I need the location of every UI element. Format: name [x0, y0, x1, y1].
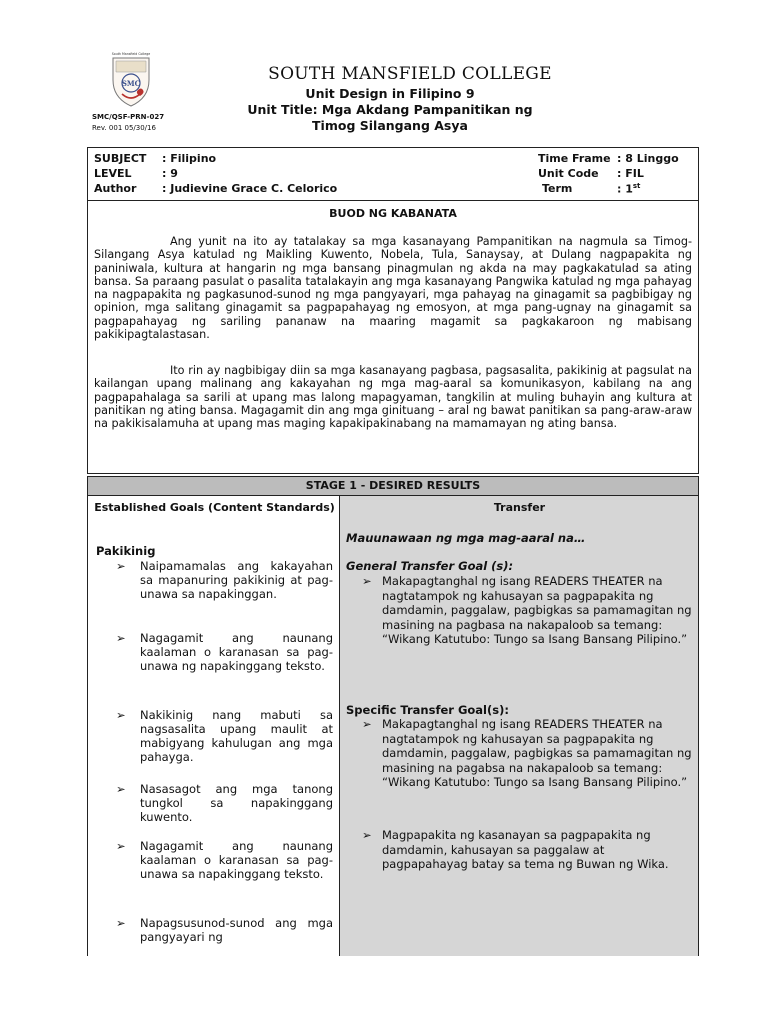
unitcode-label: Unit Code: [538, 167, 599, 180]
revision-date: Rev. 001 05/30/16: [92, 124, 156, 132]
arrow-bullet-icon: ➢: [116, 631, 126, 645]
timeframe-value: : 8 Linggo: [617, 152, 679, 165]
goal-item: ➢ Naipamamalas ang kakayahan sa mapanuring pakikinig at pag-unawa sa napakinggan.: [116, 559, 333, 601]
stage-1-title: STAGE 1 - DESIRED RESULTS: [87, 476, 699, 496]
arrow-bullet-icon: ➢: [362, 828, 372, 842]
unit-title-line1: Unit Title: Mga Akdang Pampanitikan ng: [247, 102, 533, 117]
subject-value: : Filipino: [162, 152, 217, 165]
transfer-heading: Transfer: [493, 501, 546, 514]
pakikinig-label: Pakikinig: [96, 544, 156, 558]
arrow-bullet-icon: ➢: [362, 574, 372, 588]
transfer-intro: Mauunawaan ng mga mag-aaral na…: [346, 531, 586, 545]
summary-paragraph-1: Ang yunit na ito ay tatalakay sa mga kasanayang Pampanitikan na nagmula sa Timog-Silangang Asya katulad ng Maikling Kuwento, Nobela, Tula, Sanaysay, at Dulang nagpapakita ng paniniwala, kultura at hangarin ng mga bansang pinagmulan ng akda na may pagkakatulad sa ating bansa. Sa paraang pasulat o pasalita tatalakayin ang mga kasanayang Pangwika katulad ng mga pahayag na nagpapakita ng pagkasunod-sunod ng mga pangyayari, mga pahayag na ginagamit sa pagbibigay ng opinion, mga salitang ginagamit sa pagpapahayag ng emosyon, at mga pang-ugnay na ginagamit sa pagpapahayag ng sariling pananaw na maaring magamit sa pagkakaroon ng mabisang pakikipagtalastasan.: [94, 235, 692, 342]
unitcode-value: : FIL: [617, 167, 644, 180]
arrow-bullet-icon: ➢: [116, 916, 126, 930]
logo-caption: South Mansfield College: [111, 52, 151, 56]
specific-transfer-label: Specific Transfer Goal(s):: [346, 703, 509, 717]
arrow-bullet-icon: ➢: [116, 708, 126, 722]
goal-item: ➢ Napagsusunod-sunod ang mga pangyayari ng: [116, 916, 333, 944]
general-transfer-goal: ➢ Makapagtanghal ng isang READERS THEATER na nagtatampok ng kahusayan sa pagpapakita ng damdamin, paggalaw, pagbigkas sa pamamagitan ng masining na pagbasa na nakapaloob sa temang: “Wikang Katutubo: Tungo sa Isang Bansang Pilipino.”: [362, 574, 692, 646]
arrow-bullet-icon: ➢: [116, 839, 126, 853]
form-code: SMC/QSF-PRN-027: [92, 113, 165, 121]
unit-title-line2: Timog Silangang Asya: [312, 118, 468, 133]
subject-label: SUBJECT: [94, 152, 147, 165]
logo-initials: SMC: [121, 79, 141, 88]
arrow-bullet-icon: ➢: [362, 717, 372, 731]
general-transfer-label: General Transfer Goal (s):: [346, 559, 514, 573]
arrow-bullet-icon: ➢: [116, 559, 126, 573]
specific-transfer-goal: ➢ Magpapakita ng kasanayan sa pagpapakita ng damdamin, kahusayan sa paggalaw at pagpapahayag batay sa tema ng Buwan ng Wika.: [362, 828, 669, 871]
goal-item: ➢ Nakikinig nang mabuti sa nagsasalita upang maulit at mabigyang kahulugan ang mga pahayga.: [116, 708, 333, 764]
established-goals-heading: Established Goals (Content Standards): [94, 501, 335, 514]
goal-item: ➢ Nasasagot ang mga tanong tungkol sa napakinggang kuwento.: [116, 782, 333, 824]
author-label: Author: [94, 182, 137, 195]
goal-item: ➢ Nagagamit ang naunang kaalaman o karanasan sa pag-unawa ng napakinggang teksto.: [116, 631, 333, 673]
info-table: [87, 147, 699, 201]
established-goals-column: [87, 496, 340, 956]
school-name: SOUTH MANSFIELD COLLEGE: [268, 64, 552, 84]
arrow-bullet-icon: ➢: [116, 782, 126, 796]
level-value: : 9: [162, 167, 178, 180]
specific-transfer-goal: ➢ Makapagtanghal ng isang READERS THEATER na nagtatampok ng kahusayan sa pagpapakita ng damdamin, paggalaw, pagbigkas sa pamamagitan ng masining na pagabsa na nakapaloob sa temang: “Wikang Katutubo: Tungo sa Isang Bansang Pilipino.”: [362, 717, 692, 789]
summary-section: [87, 200, 699, 474]
goal-item: ➢ Nagagamit ang naunang kaalaman o karanasan sa pag-unawa sa napakinggang teksto.: [116, 839, 333, 881]
author-value: : Judievine Grace C. Celorico: [162, 182, 338, 195]
timeframe-label: Time Frame: [538, 152, 611, 165]
transfer-column: [340, 496, 699, 956]
summary-heading: BUOD NG KABANATA: [329, 207, 457, 220]
summary-paragraph-2: Ito rin ay nagbibigay diin sa mga kasanayang pagbasa, pagsasalita, pakikinig at pagsulat na kailangan upang malinang ang kakayahan ng mga mag-aaral sa komunikasyon, kabilang na ang pagpapahalaga sa sarili at upang mas lalong mapagyaman, tangkilin at muling buhayin ang kultura at panitikan ng ating bansa. Magagamit din ang mga ginituang – aral ng bawat panitikan sa pang-araw-araw na pakikisalamuha at upang mas maging kapakipakinabang na mamamayan ng ating bansa.: [94, 364, 692, 431]
unit-design: Unit Design in Filipino 9: [305, 86, 475, 101]
term-label: Term: [542, 182, 573, 195]
level-label: LEVEL: [94, 167, 132, 180]
term-value: : 1st: [617, 182, 641, 196]
